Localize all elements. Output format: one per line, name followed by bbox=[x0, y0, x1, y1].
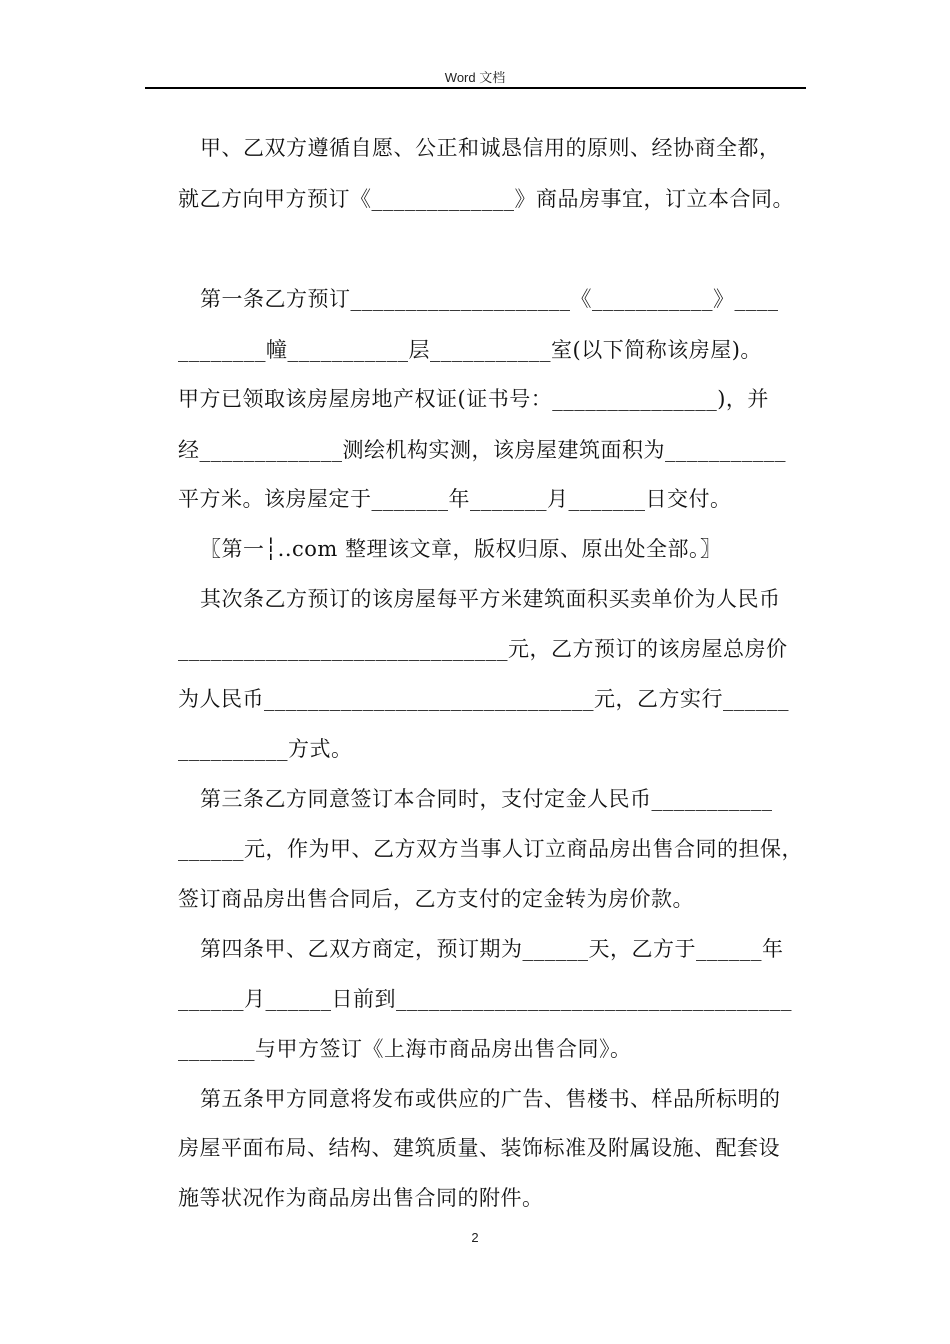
header-title: Word 文档 bbox=[444, 70, 506, 85]
paragraph-line: 签订商品房出售合同后，乙方支付的定金转为房价款。 bbox=[178, 887, 694, 911]
page-number: 2 bbox=[471, 1230, 479, 1245]
paragraph-line: _______与甲方签订《上海市商品房出售合同》。 bbox=[178, 1037, 632, 1061]
paragraph-line: 房屋平面布局、结构、建筑质量、装饰标准及附属设施、配套设 bbox=[178, 1136, 780, 1160]
paragraph-line: 第四条甲、乙双方商定，预订期为______天，乙方于______年 bbox=[200, 937, 784, 961]
paragraph-line: ________幢___________层___________室(以下简称该房屋)。 bbox=[178, 338, 762, 362]
paragraph-line: ______元，作为甲、乙方双方当事人订立商品房出售合同的担保， bbox=[178, 837, 803, 861]
paragraph-line: ______________________________元，乙方预订的该房屋总房价 bbox=[178, 637, 788, 661]
paragraph-line: ______月______日前到____________________________________ bbox=[178, 987, 792, 1011]
paragraph-line: 就乙方向甲方预订《_____________》商品房事宜，订立本合同。 bbox=[178, 187, 794, 211]
header-divider bbox=[145, 87, 806, 89]
paragraph-line: 〖第一┆..com 整理该文章，版权归原、原出处全部。〗 bbox=[200, 537, 722, 561]
paragraph-line: 施等状况作为商品房出售合同的附件。 bbox=[178, 1186, 544, 1210]
paragraph-line: 为人民币______________________________元，乙方实行______ bbox=[178, 687, 789, 711]
paragraph-line: 甲方已领取该房屋房地产权证(证书号：_______________)，并 bbox=[178, 387, 769, 411]
paragraph-line: 第三条乙方同意签订本合同时，支付定金人民币___________ bbox=[200, 787, 773, 811]
paragraph-line: __________方式。 bbox=[178, 737, 353, 761]
paragraph-line: 经_____________测绘机构实测，该房屋建筑面积为___________ bbox=[178, 438, 786, 462]
paragraph-line: 平方米。该房屋定于_______年_______月_______日交付。 bbox=[178, 487, 732, 511]
paragraph-line: 第一条乙方预订____________________《___________》____ bbox=[200, 287, 779, 311]
paragraph-line: 第五条甲方同意将发布或供应的广告、售楼书、样品所标明的 bbox=[200, 1087, 781, 1111]
paragraph-line: 甲、乙双方遵循自愿、公正和诚恳信用的原则、经协商全都， bbox=[200, 136, 781, 160]
paragraph-line: 其次条乙方预订的该房屋每平方米建筑面积买卖单价为人民币 bbox=[200, 587, 781, 611]
